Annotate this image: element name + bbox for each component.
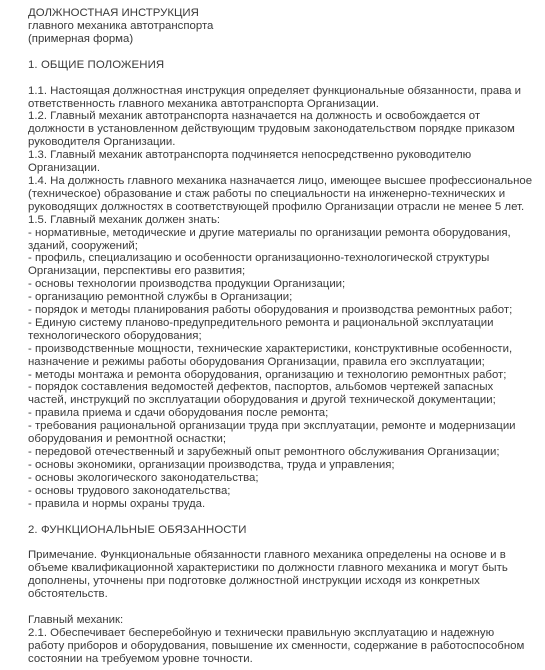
list-item: - порядок составления ведомостей дефектов, паспортов, альбомов чертежей запасных частей, инструкций по эксплуатации оборудования и другой технической документации; bbox=[28, 381, 496, 407]
list-item: - порядок и методы планирования работы оборудования и производства ремонтных работ; bbox=[28, 304, 513, 317]
section-general-body bbox=[28, 85, 533, 511]
paragraph-1-4: 1.4. На должность главного механика назначается лицо, имеющее высшее профессиональное (техническое) образование и стаж работы по специальности на инженерно-технических и руководящих должностях в соответствующей профилю Организации отрасли не менее 5 лет. bbox=[28, 174, 533, 213]
list-item: - нормативные, методические и другие материалы по организации ремонта оборудования, зданий, сооружений; bbox=[28, 226, 511, 252]
list-item: - основы экологического законодательства; bbox=[28, 471, 259, 484]
duties-intro: Главный механик: bbox=[28, 614, 124, 627]
list-item: - основы технологии производства продукции Организации; bbox=[28, 278, 346, 291]
form-note-line: (примерная форма) bbox=[28, 32, 134, 45]
list-item: - производственные мощности, технические характеристики, конструктивные особенности, назначение и режимы работы оборудования Организации, правила его эксплуатации; bbox=[28, 342, 513, 368]
list-item: - правила приема и сдачи оборудования после ремонта; bbox=[28, 407, 329, 420]
title-line: ДОЛЖНОСТНАЯ ИНСТРУКЦИЯ bbox=[28, 7, 199, 19]
document-title bbox=[28, 7, 533, 46]
list-item: - требования рациональной организации труда при эксплуатации, ремонте и модернизации оборудования и ремонтной оснастки; bbox=[28, 420, 516, 446]
list-item: - основы трудового законодательства; bbox=[28, 484, 231, 497]
paragraph-1-3: 1.3. Главный механик автотранспорта подчиняется непосредственно руководителю Организации. bbox=[28, 149, 472, 175]
section-heading-general: 1. ОБЩИЕ ПОЛОЖЕНИЯ bbox=[28, 58, 165, 71]
list-item: - Единую систему планово-предупредительного ремонта и рациональной эксплуатации технологического оборудования; bbox=[28, 316, 494, 342]
paragraph-1-2: 1.2. Главный механик автотранспорта назначается на должность и освобождается от должности в установленном действующим трудовым законодательством порядке приказом руководителя Организации. bbox=[28, 110, 515, 149]
document bbox=[28, 7, 533, 666]
list-item: - основы экономики, организации производства, труда и управления; bbox=[28, 458, 395, 471]
list-item: - методы монтажа и ремонта оборудования, организацию и технологию ремонтных работ; bbox=[28, 368, 507, 381]
paragraph-2-1: 2.1. Обеспечивает бесперебойную и технически правильную эксплуатацию и надежную работу приборов и оборудования, повышение их сменности, содержание в работоспособном состоянии на требуемом уровне точности. bbox=[28, 626, 525, 665]
list-item: - профиль, специализацию и особенности организационно-технологической структуры Организации, перспективы его развития; bbox=[28, 252, 490, 278]
section-heading-duties: 2. ФУНКЦИОНАЛЬНЫЕ ОБЯЗАННОСТИ bbox=[28, 523, 247, 536]
subtitle-line: главного механика автотранспорта bbox=[28, 19, 214, 32]
note-paragraph: Примечание. Функциональные обязанности главного механика определены на основе и в объеме квалификационной характеристики по должности главного механика и могут быть дополнены, уточнены при подготовке должностной инструкции исходя из конкретных обстоятельств. bbox=[28, 549, 508, 601]
list-item: - правила и нормы охраны труда. bbox=[28, 497, 206, 510]
paragraph-1-1: 1.1. Настоящая должностная инструкция определяет функциональные обязанности, права и ответственность главного механика автотранспорта Организации. bbox=[28, 84, 521, 110]
list-item: - организацию ремонтной службы в Организации; bbox=[28, 291, 293, 304]
paragraph-1-5: 1.5. Главный механик должен знать: bbox=[28, 213, 221, 226]
list-item: - передовой отечественный и зарубежный опыт ремонтного обслуживания Организации; bbox=[28, 446, 500, 458]
